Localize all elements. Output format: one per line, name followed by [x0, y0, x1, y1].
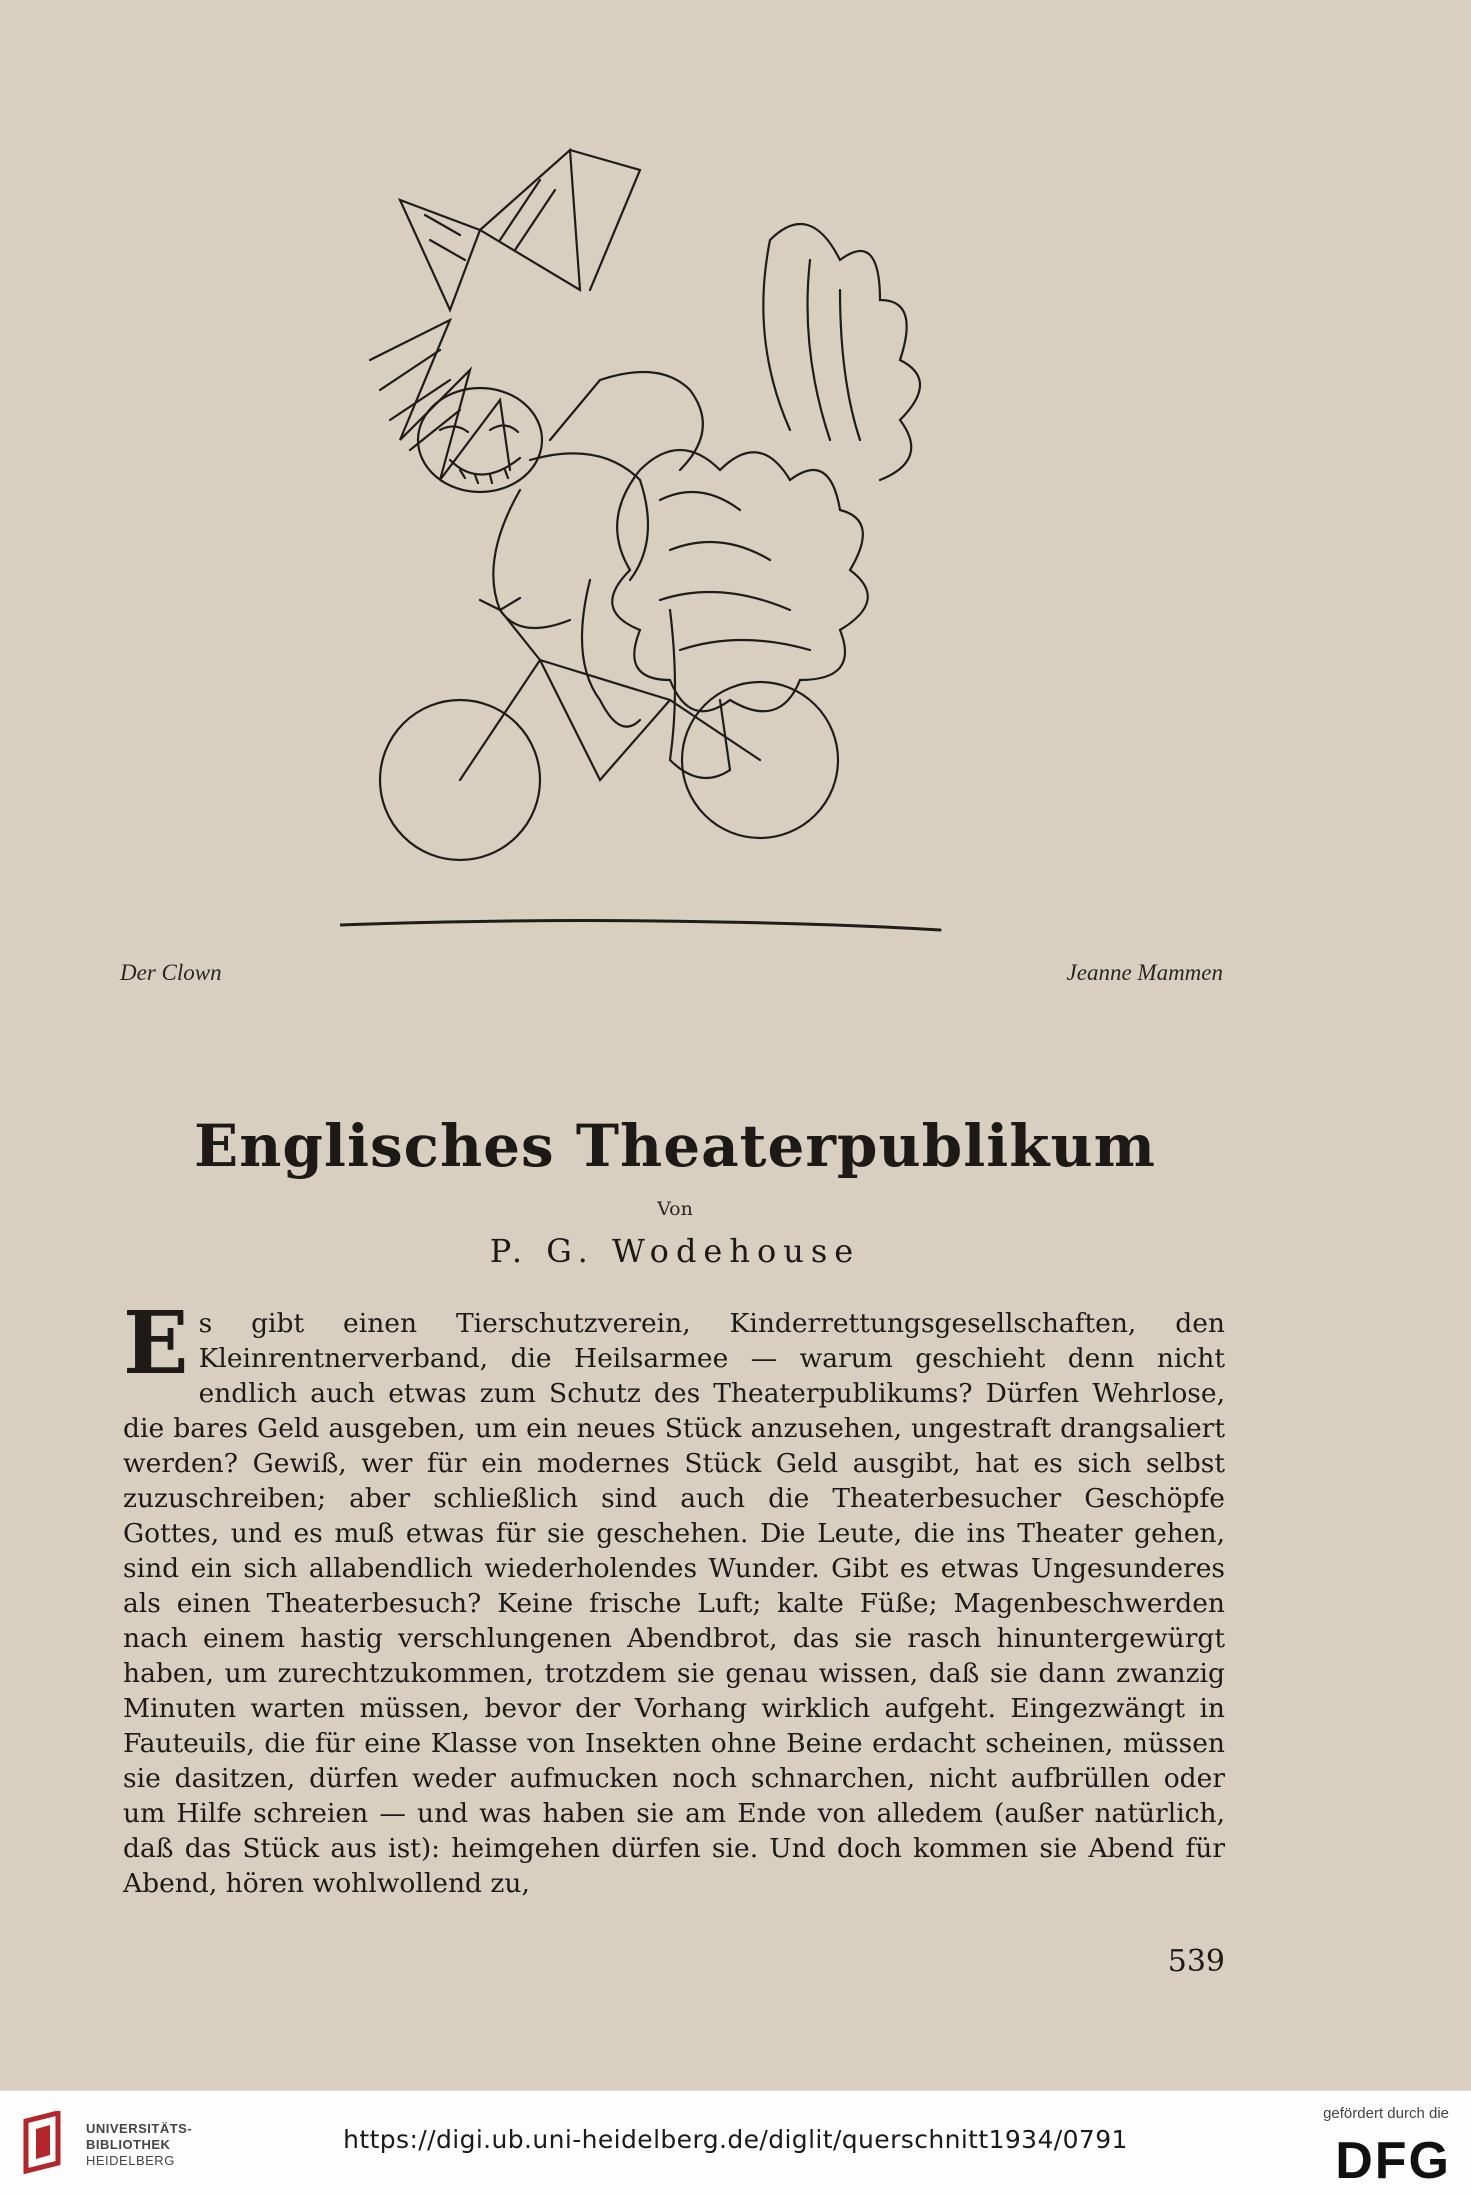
- byline-prefix: Von: [657, 1198, 693, 1220]
- article-author: P. G. Wodehouse: [489, 1232, 861, 1270]
- dfg-logo: DFG: [1335, 2132, 1451, 2190]
- article-body: [123, 1293, 1225, 1901]
- page-number: 539: [1167, 1944, 1225, 1979]
- illustration-caption-artist: Jeanne Mammen: [1066, 960, 1223, 985]
- viewer-footer: [0, 2090, 1471, 2195]
- article-title: Englisches Theaterpublikum: [193, 1112, 1156, 1180]
- permalink-url[interactable]: https://digi.ub.uni-heidelberg.de/diglit/querschnitt1934/0791: [343, 2125, 1128, 2154]
- library-name-line1: UNIVERSITÄTS-: [86, 2121, 193, 2136]
- illustration-caption-title: Der Clown: [120, 960, 222, 985]
- drop-cap: E: [123, 1293, 189, 1394]
- funding-note: gefördert durch die: [1323, 2105, 1449, 2122]
- article-body-text: s gibt einen Tierschutzverein, Kinderrettungsgesellschaften, den Kleinrentnerverband, die Heilsarmee — warum geschieht denn nicht endlich auch etwas zum Schutz des Theaterpublikums? Dürfen Wehrlose, die bares Geld ausgeben, um ein neues Stück anzusehen, ungestraft drangsaliert werden? Gewiß, wer für ein modernes Stück Geld ausgibt, hat es sich selbst zuzuschreiben; aber schließlich sind auch die Theaterbesucher Geschöpfe Gottes, und es muß etwas für sie geschehen. Die Leute, die ins Theater gehen, sind ein sich allabendlich wiederholendes Wunder. Gibt es etwas Ungesunderes als einen Theaterbesuch? Keine frische Luft; kalte Füße; Magenbeschwerden nach einem hastig verschlungenen Abendbrot, das sie rasch hinuntergewürgt haben, um zurechtzukommen, trotzdem sie genau wissen, daß sie dann zwanzig Minuten warten müssen, bevor der Vorhang wirklich aufgeht. Eingezwängt in Fauteuils, die für eine Klasse von Insekten ohne Beine erdacht scheinen, müssen sie dasitzen, dürfen weder aufmucken noch schnarchen, nicht aufbrüllen oder um Hilfe schreien — und was haben sie am Ende von alledem (außer natürlich, daß das Stück aus ist): heimgehen dürfen sie. Und doch kommen sie Abend für Abend, hören wohlwollend zu,: [123, 1308, 1225, 1899]
- clown-on-bicycle-illustration: [340, 140, 1030, 940]
- library-name-line3: HEIDELBERG: [86, 2153, 175, 2168]
- library-name-line2: BIBLIOTHEK: [86, 2137, 171, 2152]
